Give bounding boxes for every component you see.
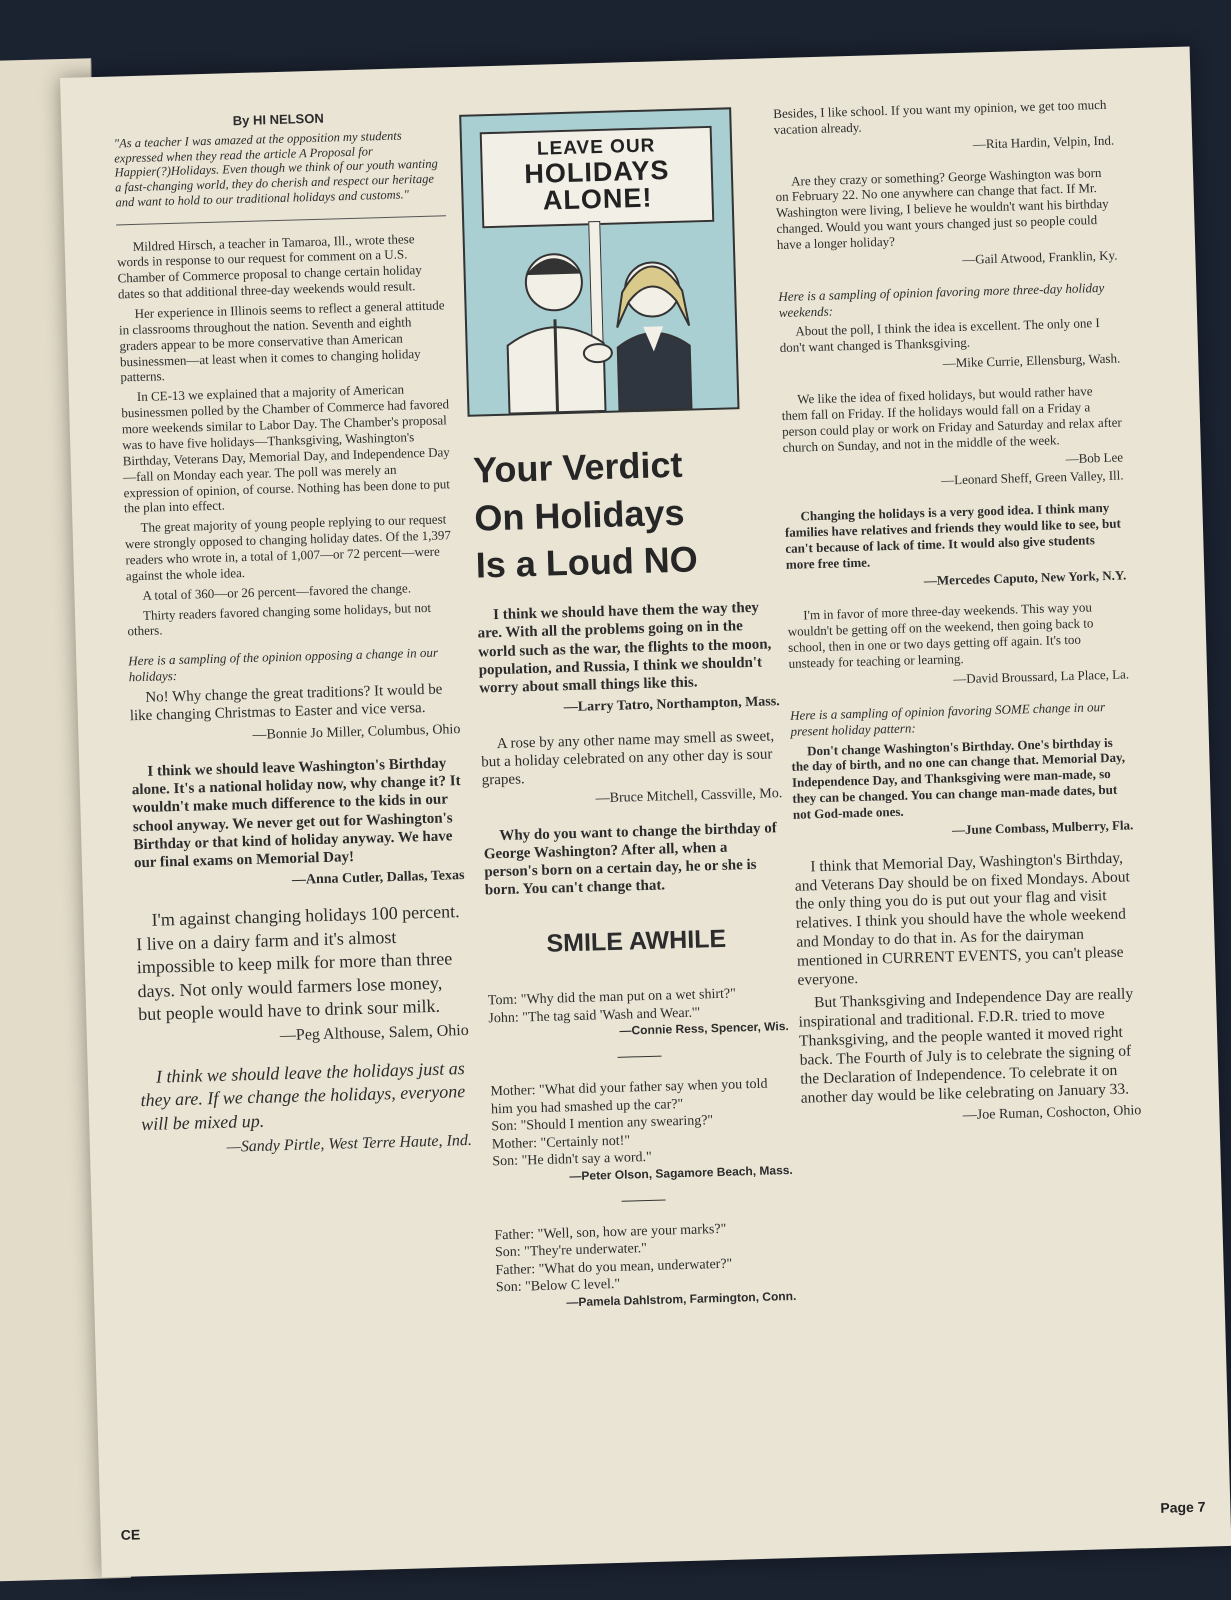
sampling-heading: Here is a sampling of opinion favoring more three-day holiday weekends:: [778, 279, 1105, 320]
letter: Are they crazy or something? George Washington was born on February 22. No one anywhere can change that fact. If Mr. Washington were living, I believe he wouldn't want his birthday changed. Would you want yours changed just so people could have a longer holiday?: [775, 164, 1109, 253]
joke-signature: —Pamela Dahlstrom, Farmington, Conn.: [566, 1288, 797, 1310]
joke-signature: —Peter Olson, Sagamore Beach, Mass.: [569, 1162, 793, 1183]
paragraph: In CE-13 we explained that a majority of American businessmen polled by the Chamber of Commerce had favored more weekends similar to Labor Day. The Chamber's proposal was to have five holidays—Thanksgiving, Washington's Birthday, Veterans Day, Memorial Day, and Independence Day—fall on Monday each year. The poll was merely an expression of opinion, of course. Nothing has been done to put the plan into effect.: [121, 381, 451, 516]
joke-divider: [618, 1056, 662, 1058]
letter-signature: —Peg Althouse, Salem, Ohio: [279, 1022, 470, 1045]
letter-signature: —Larry Tatro, Northampton, Mass.: [563, 694, 780, 716]
letter-signature: —Bob Lee: [1065, 449, 1124, 467]
letter-signature: —Joe Ruman, Coshocton, Ohio: [962, 1103, 1142, 1124]
letter-signature: —Mike Currie, Ellensburg, Wash.: [942, 350, 1121, 371]
joke-line: Son: "They're underwater.": [494, 1241, 648, 1261]
letter: I think we should leave Washington's Birthday alone. It's a national holiday now, why change it? It wouldn't make much difference to the kids in our school anyway. We never get out for Washington's Birthday or that kind of holiday anyway. We have our final exams on Memorial Day!: [131, 755, 461, 872]
magazine-page: [60, 46, 1231, 1577]
letter: I'm in favor of more three-day weekends. This way you wouldn't be getting off on the weekend, then going back to school, then in one or two days getting off again. It's too unsteady for teaching or learning.: [787, 599, 1094, 671]
joke-line: Son: "He didn't say a word.": [492, 1150, 652, 1170]
joke-line: John: "The tag said 'Wash and Wear.'": [488, 1005, 701, 1027]
letter-signature: —Bruce Mitchell, Cassville, Mo.: [595, 786, 783, 807]
headline-line: Your Verdict: [472, 443, 683, 491]
letter-signature: —Anna Cutler, Dallas, Texas: [291, 868, 465, 889]
letter: Don't change Washington's Birthday. One's birthday is the day of birth, and no one can change that. Memorial Day, Independence Day, and Thanksgiving were man-made, so they can be changed. You can change man-made dates, but not God-made ones.: [791, 734, 1126, 822]
letter-signature: —Bonnie Jo Miller, Columbus, Ohio: [252, 721, 461, 743]
letter-signature: —June Combass, Mulberry, Fla.: [951, 817, 1134, 838]
joke-line: Tom: "Why did the man put on a wet shirt?": [487, 986, 737, 1009]
joke-line: Mother: "Certainly not!": [491, 1133, 631, 1153]
letter: We like the idea of fixed holidays, but would rather have them fall on Friday. If the holidays would fall on a Friday a person could play or work on Friday and Saturday and relax after church on Sunday, and not in the middle of the week.: [781, 383, 1122, 455]
sign-line: HOLIDAYS: [523, 155, 670, 190]
letter: Changing the holidays is a very good idea. I think many families have relatives and friends they would like to see, but can't because of lack of time. It would also give students more free time.: [784, 500, 1122, 572]
page-number: Page 7: [1160, 1498, 1206, 1516]
letter: A rose by any other name may smell as sweet, but a holiday celebrated on any other day is sour grapes.: [481, 727, 775, 789]
paragraph: Her experience in Illinois seems to reflect a general attitude in classrooms throughout the nation. Seventh and eighth graders appear to be more conservative than American businessmen—at least when it comes to changing holiday patterns.: [118, 297, 445, 385]
joke-line: Father: "Well, son, how are your marks?": [494, 1221, 727, 1244]
joke-divider: [622, 1199, 666, 1201]
joke: [494, 1219, 796, 1312]
letter: I think that Memorial Day, Washington's Birthday, and Veterans Day should be on fixed Mondays. About the only thing you do is put out your flag and visit relatives. I think you should have the whole weekend and Monday to do that in. As for the dairyman mentioned in CURRENT EVENTS, you can't please everyone.: [794, 849, 1131, 989]
letter-signature: —Gail Atwood, Franklin, Ky.: [962, 247, 1118, 267]
letter: I'm against changing holidays 100 percent. I live on a dairy farm and it's almost impossible to keep milk for more than three days. Not only would farmers lose money, but people would have to drink sour milk.: [135, 901, 460, 1025]
paragraph: Thirty readers favored changing some holidays, but not others.: [127, 599, 432, 639]
letter-signature: —Rita Hardin, Velpin, Ind.: [972, 132, 1115, 152]
column-middle: [477, 598, 797, 1312]
intro-quote: "As a teacher I was amazed at the opposition my students expressed when they read the article A Proposal for Happier(?)Holidays. Even though we think of our youth wanting a fast-changing world, they do cherish and respect our heritage and want to hold to our traditional holidays and customs.": [113, 128, 438, 210]
letter: Why do you want to change the birthday of George Washington? After all, when a person's born on a certain day, he or she is born. You can't change that.: [483, 819, 777, 899]
joke-signature: —Connie Ress, Spencer, Wis.: [619, 1019, 789, 1038]
letter: But Thanksgiving and Independence Day are really inspirational and traditional. F.D.R. tried to move Thanksgiving, and the people wanted it moved right back. The Fourth of July is to celebrate the signing of the Declaration of Independence. To celebrate it on another day would be like celebrating on January 33.: [798, 985, 1134, 1107]
joke: [488, 984, 789, 1042]
joke-line: Son: "Should I mention any swearing?": [491, 1113, 714, 1135]
sampling-heading: Here is a sampling of opinion favoring SOME change in our present holiday pattern:: [789, 698, 1106, 739]
column-left: [113, 107, 472, 1175]
joke-line: Son: "Below C level.": [495, 1277, 621, 1296]
column-right: [773, 97, 1142, 1146]
sampling-heading: Here is a sampling of the opinion opposing a change in our holidays:: [128, 644, 439, 685]
students-drawing: [461, 109, 737, 414]
paragraph: A total of 360—or 26 percent—favored the change.: [142, 580, 412, 603]
headline-line: Is a Loud NO: [475, 538, 699, 586]
letter-signature: —David Broussard, La Place, La.: [953, 666, 1130, 687]
letter-signature: —Mercedes Caputo, New York, N.Y.: [923, 567, 1127, 588]
letter: No! Why change the great traditions? It would be like changing Christmas to Easter and vice versa.: [129, 681, 443, 725]
letter: I think we should leave the holidays just as they are. If we change the holidays, everyone will be mixed up.: [140, 1058, 466, 1134]
joke-line: Mother: "What did your father say when you told him you had smashed up the car?": [490, 1076, 768, 1118]
letter: Besides, I like school. If you want my opinion, we get too much vacation already.: [773, 96, 1107, 137]
sign-line: ALONE!: [542, 182, 653, 216]
headline: [472, 439, 756, 589]
paragraph: Mildred Hirsch, a teacher in Tamaroa, Ill., wrote these words in response to our request for comment on a U.S. Chamber of Commerce proposal to change certain holiday dates so that additional three-day weekends would result.: [116, 230, 423, 302]
paragraph: The great majority of young people replying to our request were strongly opposed to changing holiday dates. Of the 1,397 readers who wrote in, a total of 1,007—or 72 percent—were against the whole idea.: [124, 511, 452, 584]
letter-signature: —Sandy Pirtle, West Terre Haute, Ind.: [226, 1132, 473, 1156]
footer-left: CE: [120, 1526, 141, 1543]
joke: [490, 1075, 793, 1186]
headline-line: On Holidays: [473, 491, 685, 539]
letter: I think we should have them the way they are. With all the problems going on in the world such as the war, the flights to the moon, population, and Russia, I think we shouldn't worry about small things like this.: [477, 599, 772, 697]
joke-line: Father: "What do you mean, underwater?": [495, 1256, 733, 1279]
letter-signature: —Leonard Sheff, Green Valley, Ill.: [940, 467, 1124, 488]
letter: About the poll, I think the idea is excellent. The only one I don't want changed is Thanksgiving.: [779, 315, 1100, 356]
byline: By HI NELSON: [232, 110, 324, 129]
smile-awhile-title: SMILE AWHILE: [546, 924, 727, 958]
divider-rule: [116, 215, 446, 225]
sign-line: LEAVE OUR: [536, 135, 656, 160]
protest-sign-illustration: [459, 107, 739, 416]
